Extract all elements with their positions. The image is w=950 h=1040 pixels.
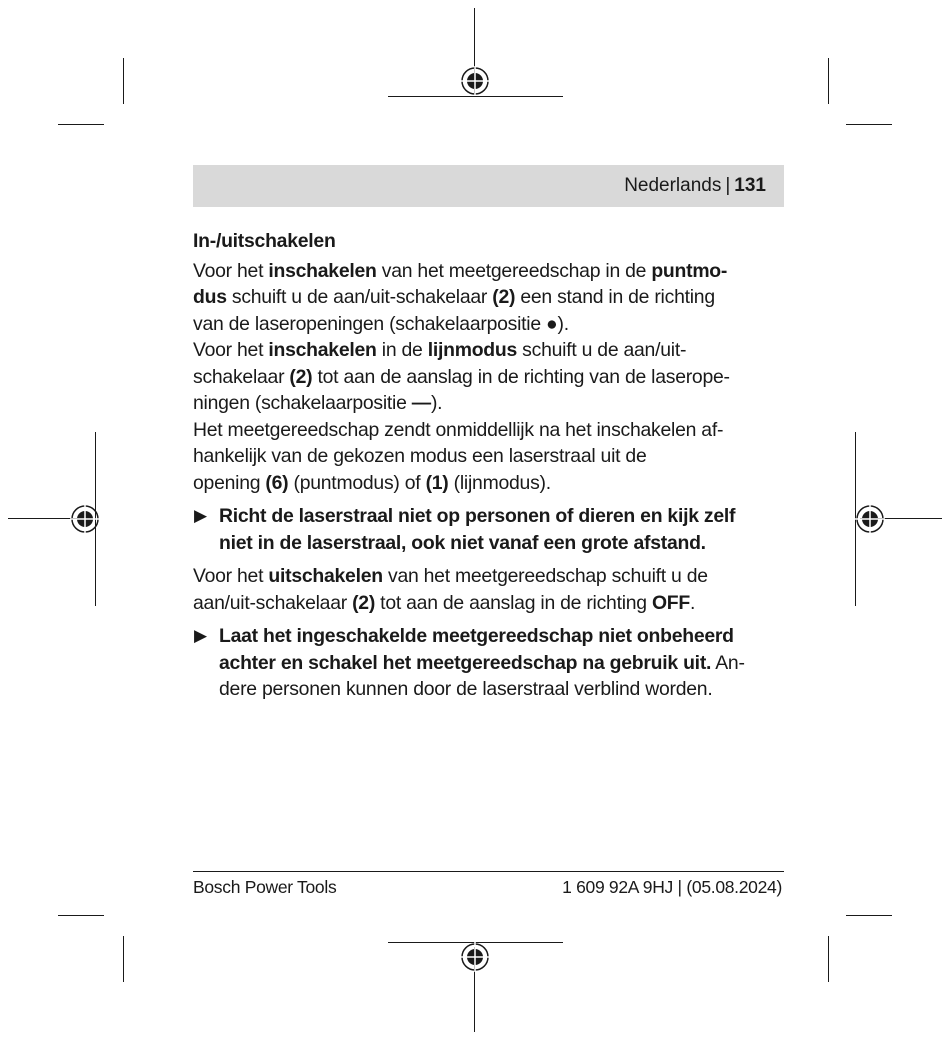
paragraph-text: hankelijk van de gekozen modus een laserstraal uit de [193,445,647,467]
crop-mark [846,915,892,916]
warning-text: Laat het ingeschakelde meetgereedschap niet onbeheerd [219,625,734,647]
paragraph-bold-text: uitschakelen [268,565,383,587]
safety-warning [193,623,784,703]
header-text [624,174,766,198]
paragraph-bold-text: (2) [492,286,516,308]
paragraph-bold-text: — [411,392,431,414]
triangle-right-icon: ▶ [194,626,207,645]
paragraph-bold-text: (1) [425,471,449,494]
paragraph-text: aan/uit-schakelaar [193,591,353,614]
paragraph-bold-text: inschakelen [268,259,377,282]
warning-text: niet in de laserstraal, ook niet vanaf een grote afstand. [219,531,706,554]
footer-document-id: 1 609 92A 9HJ | (05.08.2024) [562,877,782,897]
paragraph-text: in de [376,339,428,361]
paragraph-switch-on-line-mode [193,337,784,417]
header-language: Nederlands [624,175,722,196]
paragraph-bold-text: (2) [352,591,376,614]
paragraph-bold-text: dus [193,286,227,308]
paragraph-text: schuift u de aan/uit-schakelaar [226,286,493,308]
paragraph-text: schakelaar [193,365,290,388]
triangle-right-icon: ▶ [194,506,207,525]
crop-mark [58,124,104,125]
paragraph-bold-text: (6) [265,471,289,494]
paragraph-text: schuift u de aan/uit- [517,339,687,361]
paragraph-bold-text: (2) [289,365,313,388]
warning-text: achter en schakel het meetgereedschap na gebruik uit. [219,651,712,674]
paragraph-text: Het meetgereedschap zendt onmiddellijk na het inschakelen af- [193,418,724,441]
safety-warning [193,503,784,556]
paragraph-text: opening [193,471,266,494]
page-header [193,165,784,207]
section-heading: In-/uitschakelen [193,230,336,252]
paragraph-text: Voor het [193,259,269,282]
registration-mark-icon [855,504,885,534]
paragraph-text: tot aan de aanslag in de richting van de laserope- [312,365,730,388]
paragraph-switch-off [193,563,784,616]
footer-divider [193,871,784,872]
main-content [193,228,784,710]
warning-text: dere personen kunnen door de laserstraal verblind worden. [219,678,713,700]
crop-mark [828,936,829,982]
paragraph-switch-on-point-mode [193,258,784,338]
paragraph-text: een stand in de richting [515,286,715,308]
paragraph-text: tot aan de aanslag in de richting [375,591,652,614]
paragraph-text: van het meetgereedschap schuift u de [382,565,708,587]
paragraph-text: ). [430,392,443,414]
paragraph-text: van het meetgereedschap in de [376,259,652,282]
crop-mark [123,58,124,104]
paragraph-bold-text: OFF [651,591,690,614]
header-separator: | [725,175,731,196]
crop-mark [828,58,829,104]
warning-text: Richt de laserstraal niet op personen of dieren en kijk zelf [219,505,736,527]
footer-brand: Bosch Power Tools [193,877,337,897]
paragraph-bold-text: inschakelen [268,339,377,361]
crop-mark [123,936,124,982]
registration-mark-icon [460,66,490,96]
registration-mark-icon [70,504,100,534]
paragraph-text: ningen (schakelaarpositie [193,392,412,414]
paragraph-text: Voor het [193,339,269,361]
paragraph-text: van de laseropeningen (schakelaarpositie ●). [193,312,569,335]
paragraph-text: Voor het [193,565,269,587]
crop-mark [388,96,563,97]
paragraph-text: (lijnmodus). [448,471,551,494]
crop-mark [58,915,104,916]
page-number: 131 [734,175,766,196]
crop-mark [846,124,892,125]
registration-mark-icon [460,942,490,972]
paragraph-laser-emission [193,417,784,497]
warning-text: An- [711,651,745,674]
paragraph-bold-text: lijnmodus [427,339,518,361]
paragraph-text: . [690,591,696,614]
paragraph-text: (puntmodus) of [288,471,426,494]
paragraph-bold-text: puntmo- [651,259,728,282]
